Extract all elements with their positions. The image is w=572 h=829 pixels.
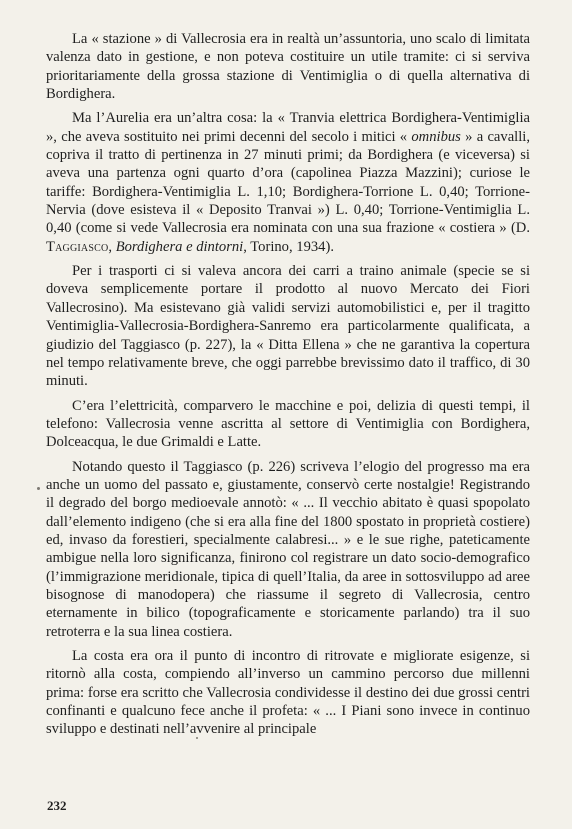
paragraph xyxy=(46,647,530,739)
text-run: Ma l’Aurelia era un’altra cosa: la « Tranvia elettrica Bordighera-Ventimiglia », che aveva sostituito nei primi decenni del secolo i mitici « xyxy=(46,110,530,145)
body-text xyxy=(46,30,530,745)
text-run: , Torino, 1934). xyxy=(243,238,334,255)
text-run: Taggiasco xyxy=(46,238,109,255)
text-run: , xyxy=(108,238,116,255)
paragraph xyxy=(46,262,530,390)
paragraph xyxy=(46,397,530,452)
text-run: La costa era ora il punto di incontro di ritrovate e migliorate esigenze, si ritornò alla costa, compiendo all’inverso un cammino percorso due millenni prima: forse era scritto che Vallecrosia condividesse il destino dei due grossi centri confinanti e qualcuno fece anche il profeta: « ... I Piani sono invece in continuo sviluppo e destinati nell’avvenire al principale xyxy=(46,648,530,738)
text-run: Bordighera e dintorni xyxy=(115,238,244,255)
paragraph xyxy=(46,109,530,256)
page-number: 232 xyxy=(47,798,67,813)
text-run: Notando questo il Taggiasco (p. 226) scriveva l’elogio del progresso ma era anche un uomo del passato e, giustamente, conservò certe nostalgie! Registrando il degrado del borgo medioevale annotò: « ... Il vecchio abitato è quasi spopolato dall’elemento indigeno (che si era alla fine del 1800 spostato in proprietà costiere) ed, invaso da forestieri, specialmente calabresi... » e le sue righe, pateticamente ambigue nella loro significanza, finirono col registrare un dato socio-demografico (l’immigrazione meridionale, tipica di quell’Italia, da aree in sottosviluppo ad aree bisognose di manodopera) che riassume il segreto di Vallecrosia, centro eternamente in bilico (topograficamente e storicamente parlando) tra il suo retroterra e la sua linea costiera. xyxy=(46,458,530,640)
text-run: Per i trasporti ci si valeva ancora dei carri a traino animale (specie se si doveva semplicemente portare il prodotto al nuovo Mercato dei Fiori Vallecrosino). Ma esistevano già validi servizi automobilistici e, per il tragitto Ventimiglia-Vallecrosia-Bordighera-Sanremo era particolarmente qualificata, a giudizio del Taggiasco (p. 227), la « Ditta Ellena » che ne garantiva la copertura nel tempo relativamente breve, che oggi parrebbe brevissimo dato il traffico, di 30 minuti. xyxy=(46,263,530,390)
text-run: » a cavalli, copriva il tratto di pertinenza in 27 minuti primi; da Bordighera (e viceversa) si aveva una partenza ogni quarto d’ora (capolinea Piazza Mazzini); curiose le tariffe: Bordighera-Ventimiglia L. 1,10; Bordighera-Torrione L. 0,40; Torrione-Nervia (dove esisteva il « Deposito Tranvai ») L. 0,40; Torrione-Ventimiglia L. 0,40 (come si vede Vallecrosia era nominata con una sua frazione « costiera » (D. xyxy=(46,128,530,237)
text-run: omnibus xyxy=(411,128,461,145)
paper-speck xyxy=(37,487,40,490)
paragraph xyxy=(46,30,530,103)
text-run: La « stazione » di Vallecrosia era in realtà un’assuntoria, uno scalo di limitata valenza dato in gestione, e non poteva costituire un utile tramite: ci si serviva prioritariamente della grossa stazione di Ventimiglia o di quella alternativa di Bordighera. xyxy=(46,31,530,103)
paper-speck xyxy=(196,737,198,739)
text-run: C’era l’elettricità, comparvero le macchine e poi, delizia di questi tempi, il telefono: Vallecrosia venne ascritta al settore di Ventimiglia con Bordighera, Dolceacqua, le due Grimaldi e Latte. xyxy=(46,397,530,451)
paragraph xyxy=(46,458,530,641)
